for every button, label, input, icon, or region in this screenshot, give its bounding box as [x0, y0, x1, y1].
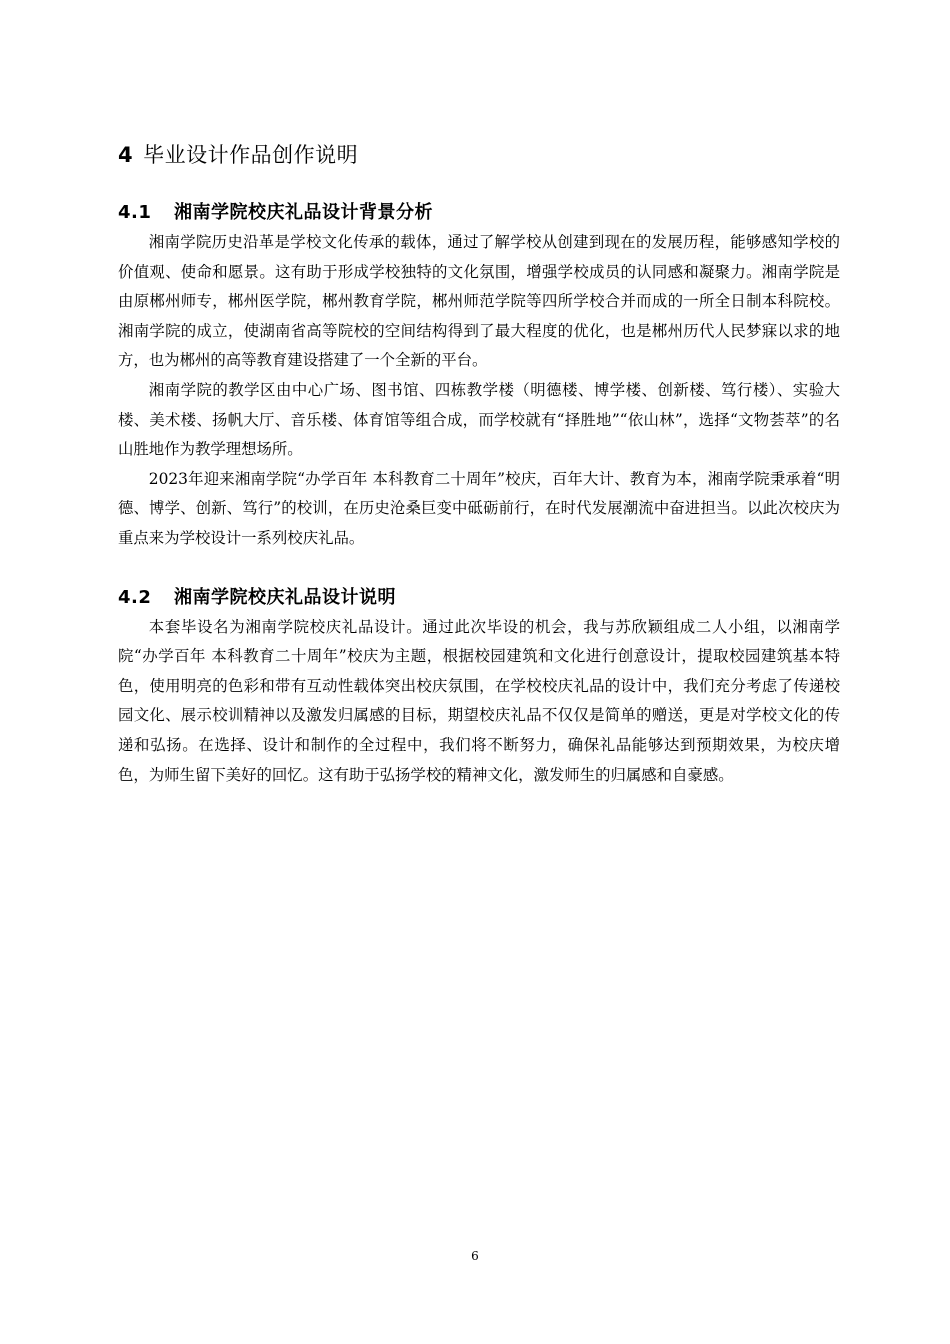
page-content	[118, 134, 840, 790]
chapter-number: 4	[118, 143, 134, 167]
section-heading-4-1	[118, 198, 840, 228]
chapter-title: 毕业设计作品创作说明	[143, 143, 359, 167]
section-number: 4.2	[118, 586, 152, 608]
page-number: 6	[471, 1249, 479, 1263]
section-title: 湘南学院校庆礼品设计说明	[174, 586, 396, 608]
paragraph: 本套毕设名为湘南学院校庆礼品设计。通过此次毕设的机会，我与苏欣颖组成二人小组，以湘南学院“办学百年 本科教育二十周年”校庆为主题，根据校园建筑和文化进行创意设计，提取校园建筑基本特色，使用明亮的色彩和带有互动性载体突出校庆氛围，在学校校庆礼品的设计中，我们充分考虑了传递校园文化、展示校训精神以及激发归属感的目标，期望校庆礼品不仅仅是简单的赠送，更是对学校文化的传递和弘扬。在选择、设计和制作的全过程中，我们将不断努力，确保礼品能够达到预期效果，为校庆增色，为师生留下美好的回忆。这有助于弘扬学校的精神文化，激发师生的归属感和自豪感。	[118, 617, 840, 784]
section-number: 4.1	[118, 202, 152, 223]
section-title: 湘南学院校庆礼品设计背景分析	[174, 202, 433, 223]
paragraph: 湘南学院历史沿革是学校文化传承的载体，通过了解学校从创建到现在的发展历程，能够感知学校的价值观、使命和愿景。这有助于形成学校独特的文化氛围，增强学校成员的认同感和凝聚力。湘南学院是由原郴州师专，郴州医学院，郴州教育学院，郴州师范学院等四所学校合并而成的一所全日制本科院校。湘南学院的成立，使湖南省高等院校的空间结构得到了最大程度的优化，也是郴州历代人民梦寐以求的地方，也为郴州的高等教育建设搭建了一个全新的平台。	[118, 233, 840, 370]
chapter-heading	[118, 134, 840, 176]
section-heading-4-2	[118, 583, 840, 613]
paragraph: 2023年迎来湘南学院“办学百年 本科教育二十周年”校庆，百年大计、教育为本，湘南学院秉承着“明德、博学、创新、笃行”的校训，在历史沧桑巨变中砥砺前行，在时代发展潮流中奋进担当。以此次校庆为重点来为学校设计一系列校庆礼品。	[118, 469, 840, 547]
paragraph: 湘南学院的教学区由中心广场、图书馆、四栋教学楼（明德楼、博学楼、创新楼、笃行楼）、实验大楼、美术楼、扬帆大厅、音乐楼、体育馆等组合成，而学校就有“择胜地”“依山林”，选择“文物荟萃”的名山胜地作为教学理想场所。	[118, 380, 840, 459]
